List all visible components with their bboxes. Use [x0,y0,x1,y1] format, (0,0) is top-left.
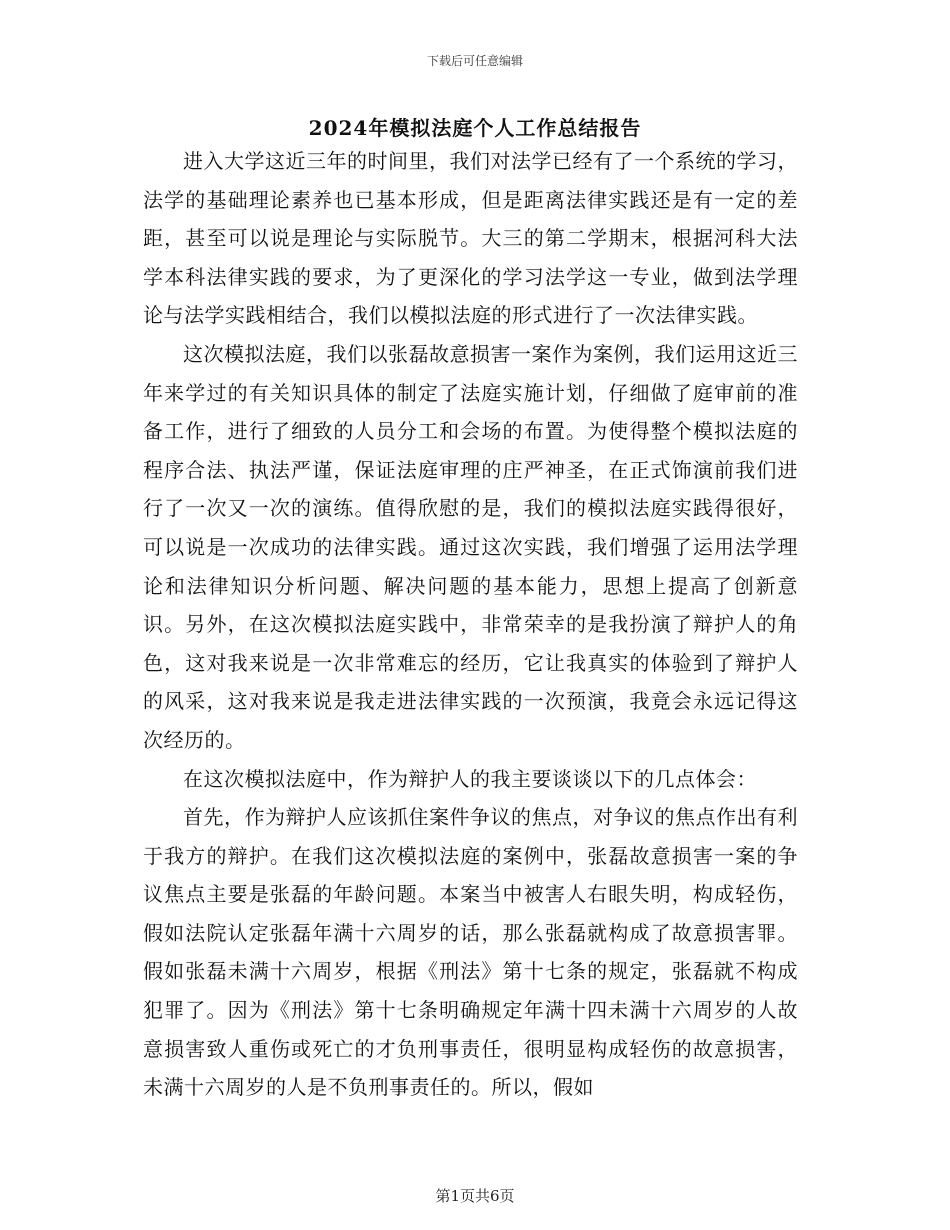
page-number: 第1页共6页 [435,1187,515,1205]
document-body [143,142,798,1107]
paragraph-1: 进入大学这近三年的时间里，我们对法学已经有了一个系统的学习，法学的基础理论素养也已基本形成，但是距离法律实践还是有一定的差距，甚至可以说是理论与实际脱节。大三的第二学期末，根据河科大法学本科法律实践的要求，为了更深化的学习法学这一专业，做到法学理论与法学实践相结合，我们以模拟法庭的形式进行了一次法律实践。 [143,149,798,328]
page-header-note: 下载后可任意编辑 [426,54,523,68]
paragraph-4: 首先，作为辩护人应该抓住案件争议的焦点，对争议的焦点作出有利于我方的辩护。在我们这次模拟法庭的案例中，张磊故意损害一案的争议焦点主要是张磊的年龄问题。本案当中被害人右眼失明，构成轻伤，假如法院认定张磊年满十六周岁的话，那么张磊就构成了故意损害罪。假如张磊未满十六周岁，根据《刑法》第十七条的规定，张磊就不构成犯罪了。因为《刑法》第十七条明确规定年满十四未满十六周岁的人故意损害致人重伤或死亡的才负刑事责任，很明显构成轻伤的故意损害，未满十六周岁的人是不负刑事责任的。所以，假如 [143,805,798,1100]
paragraph-2: 这次模拟法庭，我们以张磊故意损害一案作为案例，我们运用这近三年来学过的有关知识具体的制定了法庭实施计划，仔细做了庭审前的准备工作，进行了细致的人员分工和会场的布置。为使得整个模拟法庭的程序合法、执法严谨，保证法庭审理的庄严神圣，在正式饰演前我们进行了一次又一次的演练。值得欣慰的是，我们的模拟法庭实践得很好，可以说是一次成功的法律实践。通过这次实践，我们增强了运用法学理论和法律知识分析问题、解决问题的基本能力，思想上提高了创新意识。另外，在这次模拟法庭实践中，非常荣幸的是我扮演了辩护人的角色，这对我来说是一次非常难忘的经历，它让我真实的体验到了辩护人的风采，这对我来说是我走进法律实践的一次预演，我竟会永远记得这次经历的。 [143,341,798,752]
paragraph-3: 在这次模拟法庭中，作为辩护人的我主要谈谈以下的几点体会： [183,766,757,791]
document-title: 2024年模拟法庭个人工作总结报告 [308,116,642,140]
